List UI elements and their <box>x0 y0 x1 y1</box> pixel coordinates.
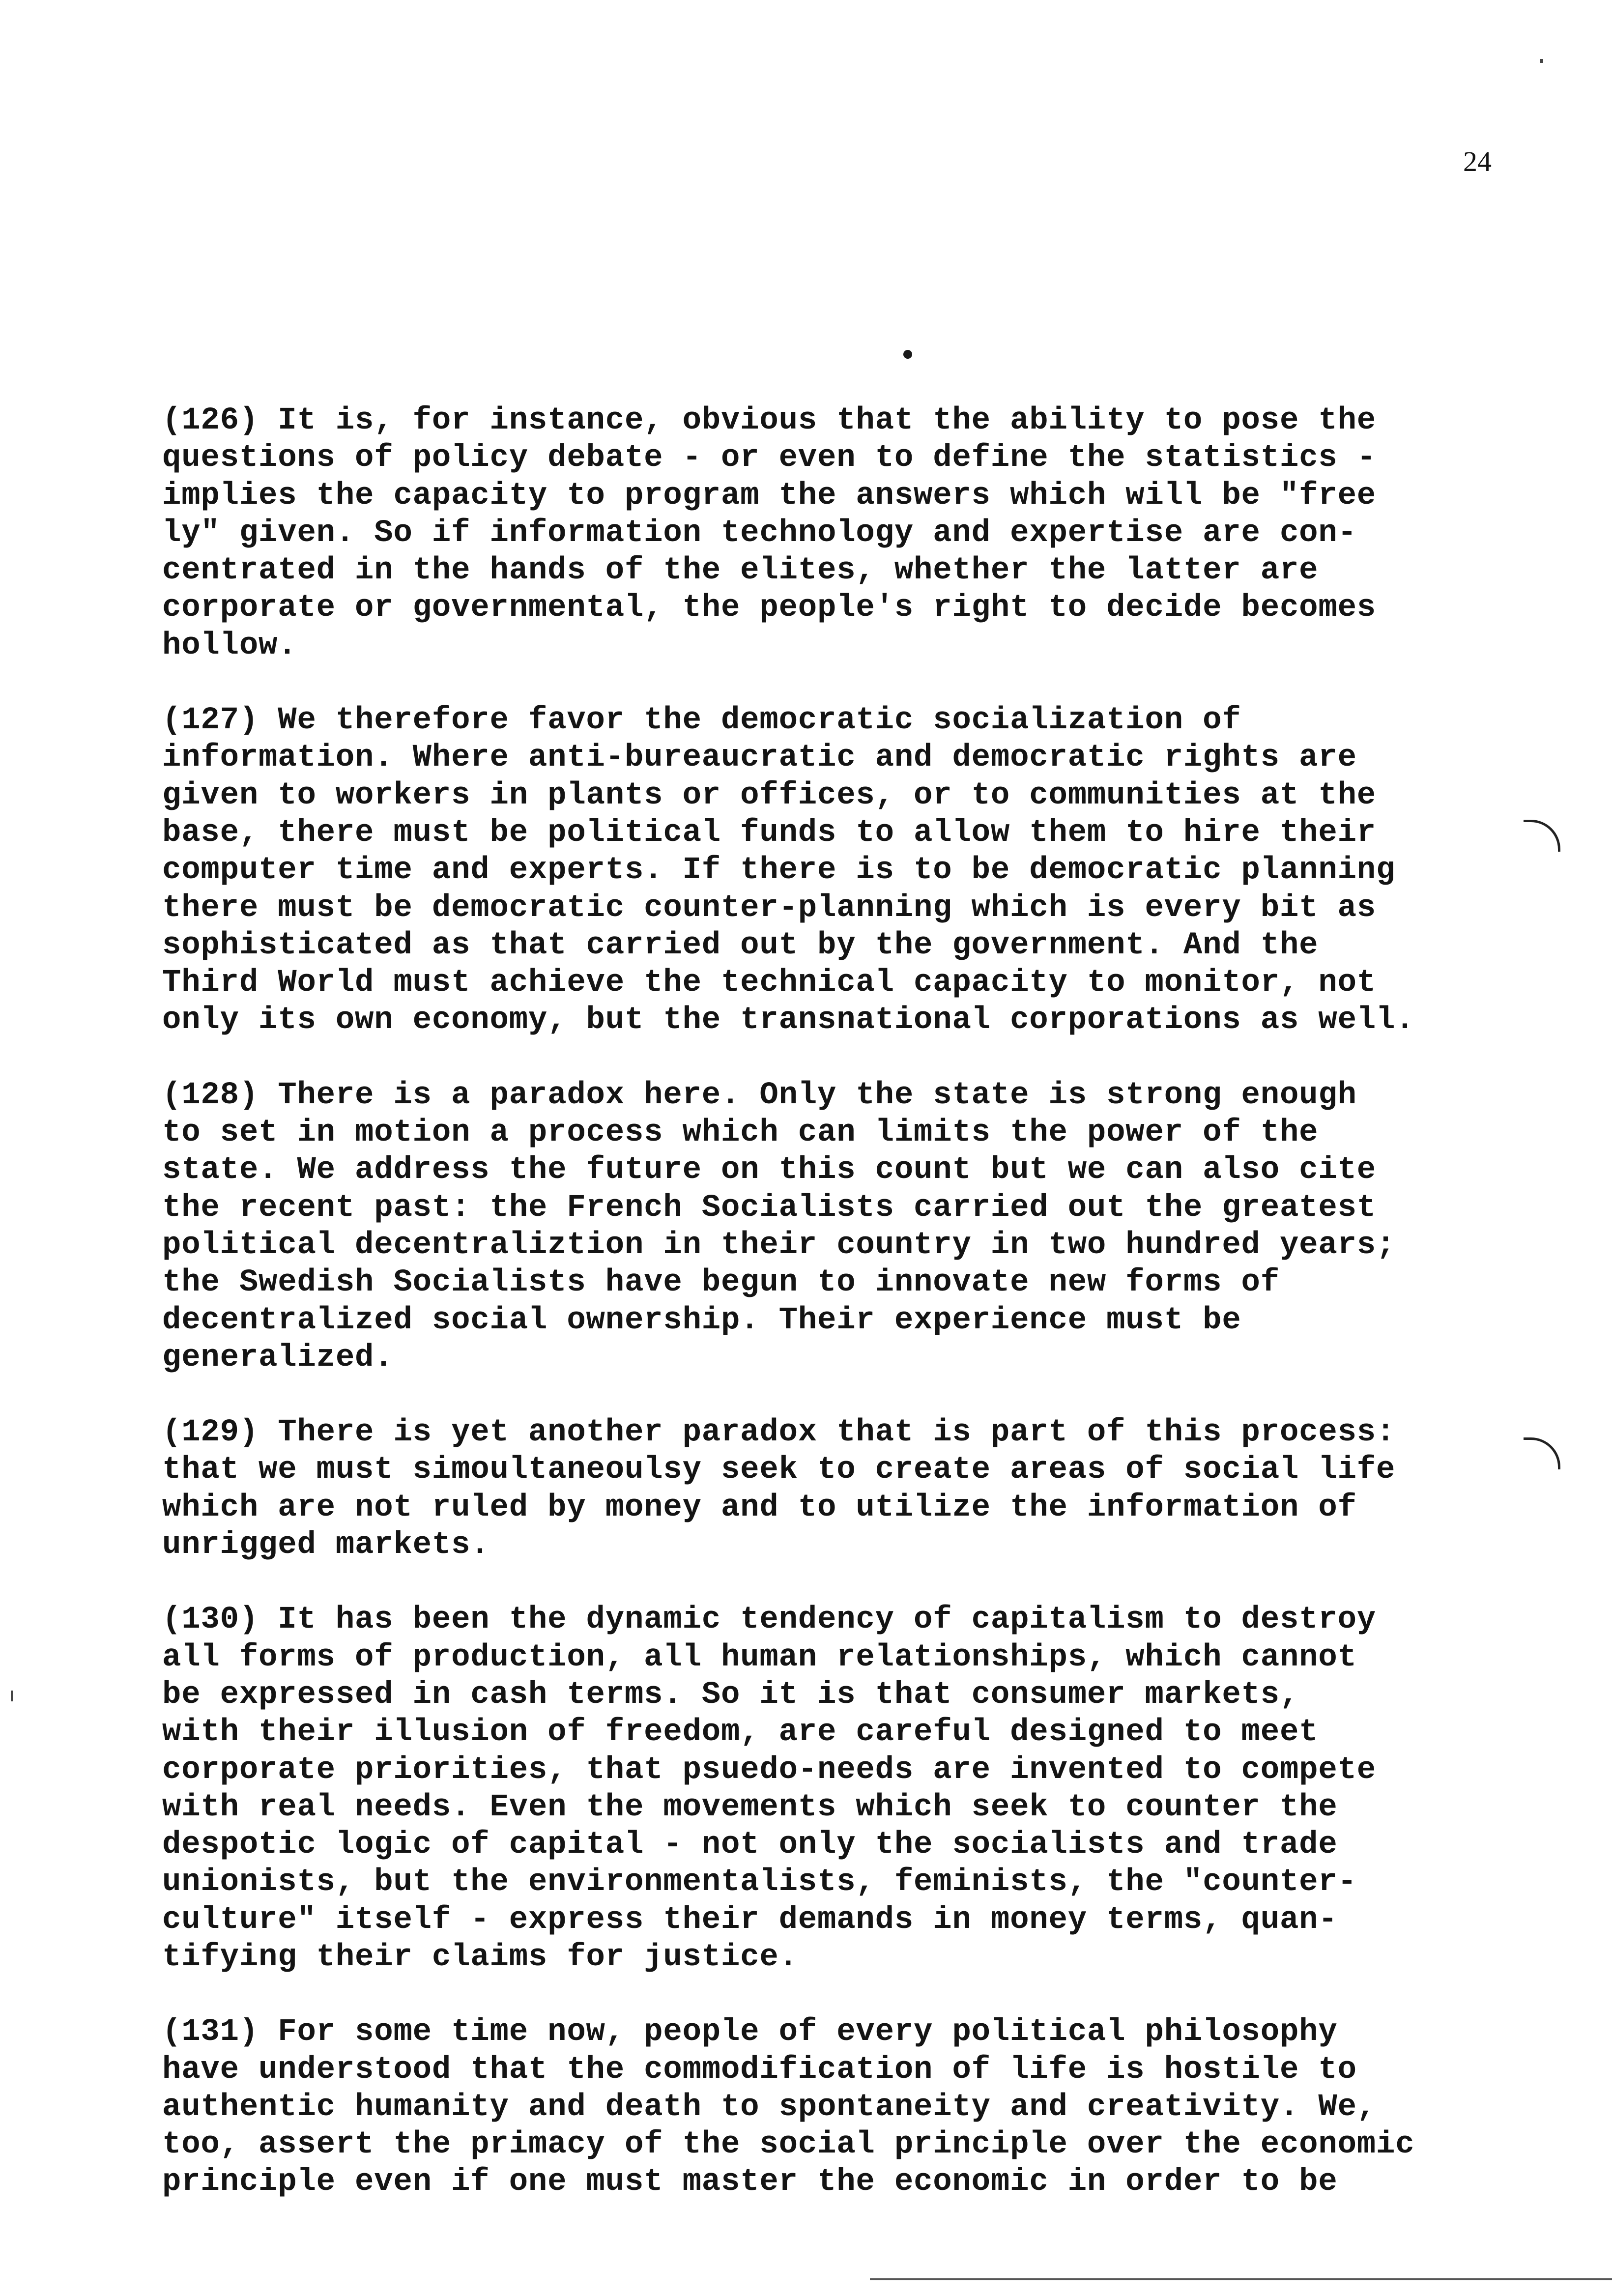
paragraph-127: (127) We therefore favor the democratic socialization of information. Where anti-bureaucratic and democratic rights are given to workers in plants or offices, or to communities at the base, there must be political funds to allow them to hire their computer time and experts. If there is to be democratic planning there must be democratic counter-planning which is every bit as sophisticated as that carried out by the government. And the Third World must achieve the technical capacity to monitor, not only its own economy, but the transnational corporations as well. <box>162 703 1415 1038</box>
center-dot <box>903 350 912 359</box>
margin-bracket-mark <box>1524 1437 1560 1469</box>
paragraph-129: (129) There is yet another paradox that is part of this process: that we must simoultaneoulsy seek to create areas of social life which are not ruled by money and to utilize the information of unrigged markets. <box>162 1415 1396 1563</box>
body-text <box>162 402 1479 2239</box>
paragraph-128: (128) There is a paradox here. Only the state is strong enough to set in motion a process which can limits the power of the state. We address the future on this count but we can also cite the recent past: the French Socialists carried out the greatest political decentraliztion in their country in two hundred years; the Swedish Socialists have begun to innovate new forms of decentralized social ownership. Their experience must be generalized. <box>162 1077 1396 1376</box>
margin-bracket-mark <box>1524 820 1560 852</box>
margin-tick-left <box>11 1691 13 1701</box>
paragraph-131: (131) For some time now, people of every political philosophy have understood that the commodification of life is hostile to authentic humanity and death to spontaneity and creativity. We, too, assert the primacy of the social principle over the economic principle even if one must master the economic in order to be <box>162 2014 1415 2200</box>
paragraph-130: (130) It has been the dynamic tendency of capitalism to destroy all forms of production, all human relationships, which cannot be expressed in cash terms. So it is that consumer markets, with their illusion of freedom, are careful designed to meet corporate priorities, that psuedo-needs are invented to compete with real needs. Even the movements which seek to counter the despotic logic of capital - not only the socialists and trade unionists, but the environmentalists, feminists, the "counter- culture" itself - express their demands in money terms, quan- tifying their claims for justice. <box>162 1602 1376 1975</box>
page-number: 24 <box>1463 145 1492 177</box>
bottom-rule <box>870 2278 1612 2280</box>
paragraph-126: (126) It is, for instance, obvious that the ability to pose the questions of policy debate - or even to define the statistics - implies the capacity to program the answers which will be "free ly" given. So if information technology and expertise are con- centrated in the hands of the elites, whether the latter are corporate or governmental, the people's right to decide becomes hollow. <box>162 403 1376 663</box>
margin-tick-top <box>1540 59 1543 63</box>
